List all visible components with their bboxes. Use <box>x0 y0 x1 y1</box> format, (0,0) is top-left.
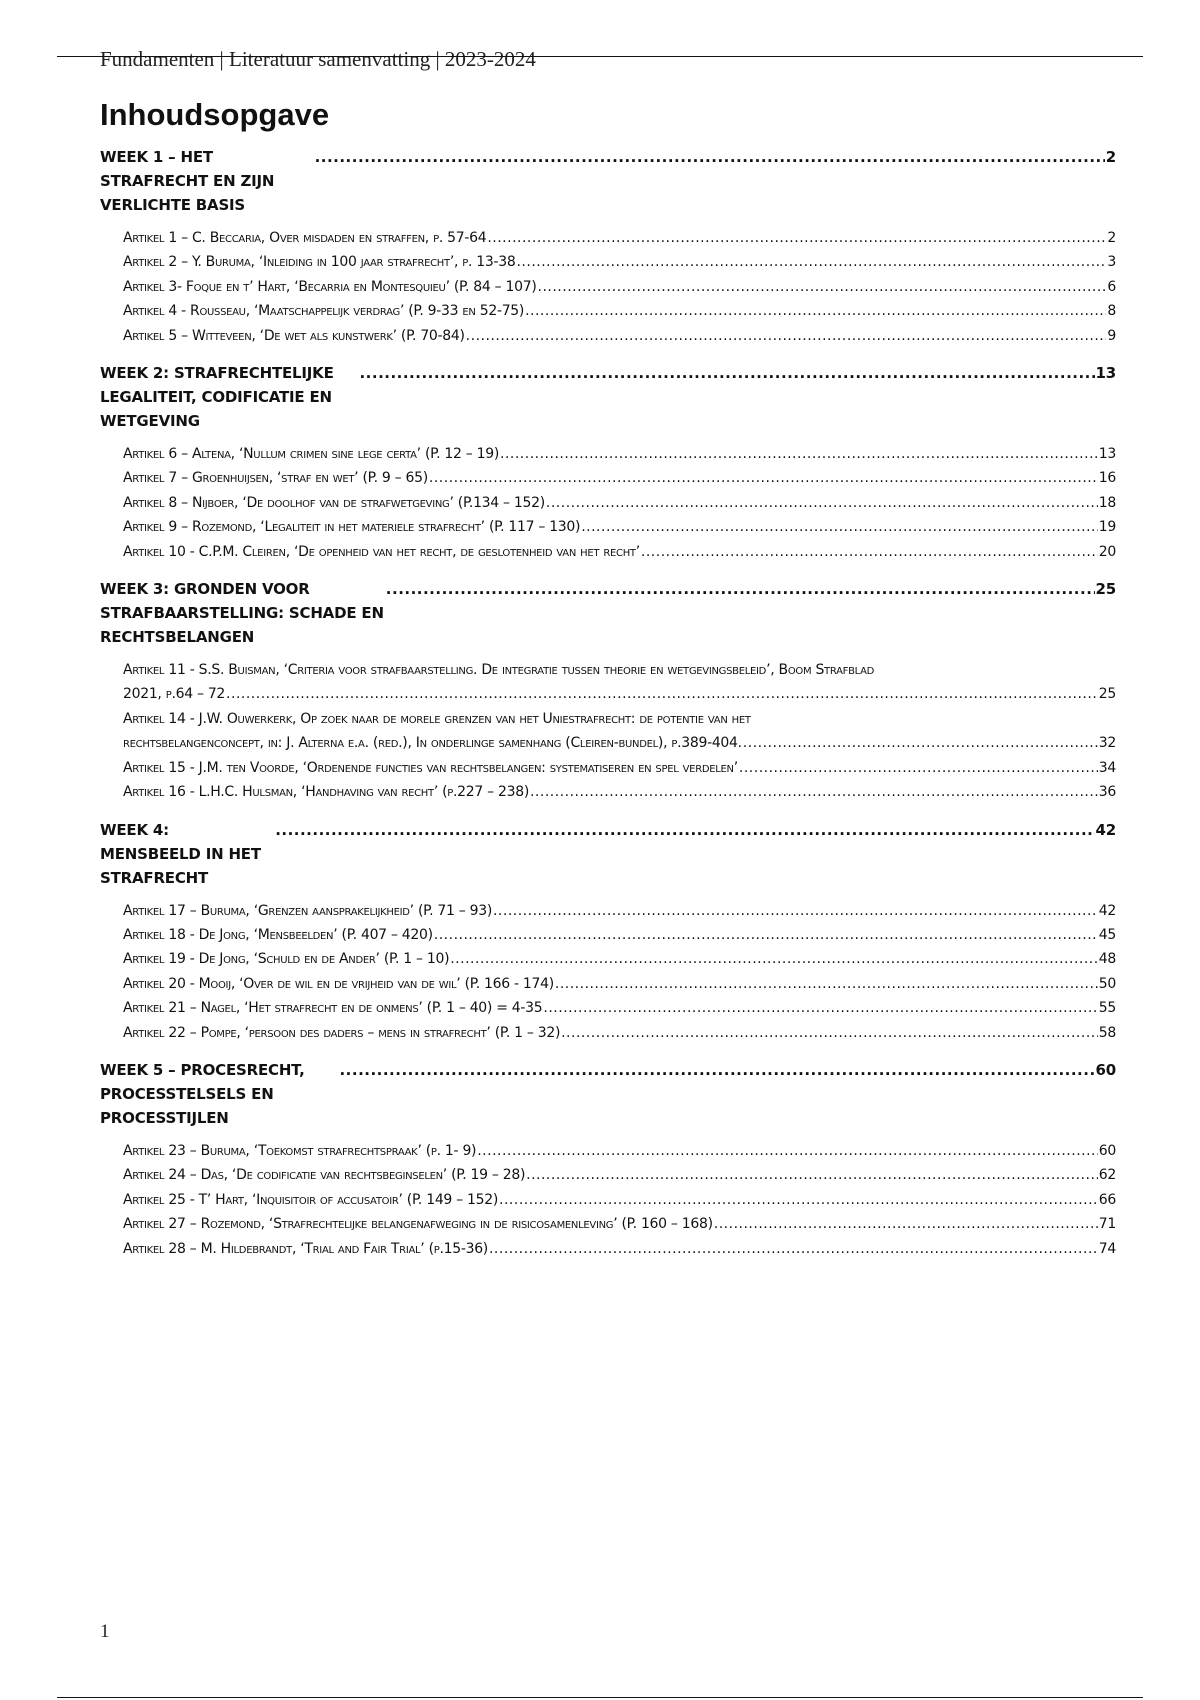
dot-leader <box>543 996 1097 1020</box>
dot-leader <box>477 1139 1098 1163</box>
footer-rule <box>57 1697 1143 1698</box>
toc-week-title: WEEK 2: STRAFRECHTELIJKE LEGALITEIT, CODIFICATIE EN WETGEVING <box>100 364 334 431</box>
toc-article-last-row <box>123 731 1116 755</box>
dot-leader <box>743 731 1098 755</box>
toc-article-entry[interactable] <box>123 1237 1116 1261</box>
toc-page-number: 71 <box>1098 1216 1116 1233</box>
toc-article-title: Artikel 5 – Witteveen, ‘De wet als kunstwerk’ (P. 70-84) <box>123 327 465 344</box>
toc-article-title: Artikel 10 - C.P.M. Cleiren, ‘De openheid van het recht, de geslotenheid van het recht’ <box>123 543 640 560</box>
dot-leader <box>525 299 1106 323</box>
dot-leader <box>493 899 1098 923</box>
toc-article-entry[interactable] <box>123 299 1116 323</box>
toc-article-title: Artikel 16 - L.H.C. Hulsman, ‘Handhaving van recht’ (p.227 – 238) <box>123 784 529 801</box>
toc-article-title: Artikel 17 – Buruma, ‘Grenzen aansprakelijkheid’ (P. 71 – 93) <box>123 902 492 919</box>
toc-article-title: Artikel 21 – Nagel, ‘Het strafrecht en de onmens’ (P. 1 – 40) = 4-35 <box>123 1000 543 1017</box>
toc-week-title: WEEK 1 – HET STRAFRECHT EN ZIJN VERLICHTE BASIS <box>100 148 275 214</box>
toc-page-number: 50 <box>1098 975 1116 992</box>
toc-week-1 <box>100 145 1116 348</box>
toc-article-title: Artikel 23 – Buruma, ‘Toekomst strafrechtspraak’ (p. 1- 9) <box>123 1142 477 1159</box>
dot-leader <box>359 361 1094 385</box>
toc-article-entry[interactable] <box>123 442 1116 466</box>
toc-page-number: 13 <box>1098 446 1116 463</box>
toc-page-number: 19 <box>1098 519 1116 536</box>
toc-article-entry[interactable] <box>123 947 1116 971</box>
toc-article-title: Artikel 15 - J.M. ten Voorde, ‘Ordenende functies van rechtsbelangen: systematiseren en spel verdelen’ <box>123 759 738 776</box>
toc-title: Inhoudsopgave <box>100 97 330 132</box>
toc-article-entry[interactable] <box>123 250 1116 274</box>
toc-week-heading[interactable] <box>100 145 1116 217</box>
toc-week-5 <box>100 1058 1116 1261</box>
dot-leader <box>739 756 1098 780</box>
toc-article-title: Artikel 7 – Groenhuijsen, ‘straf en wet’ (P. 9 – 65) <box>123 470 428 487</box>
toc-page-number: 20 <box>1098 543 1116 560</box>
dot-leader <box>581 515 1098 539</box>
toc-week-title: WEEK 3: GRONDEN VOOR STRAFBAARSTELLING: SCHADE EN RECHTSBELANGEN <box>100 580 384 647</box>
dot-leader <box>466 324 1107 348</box>
toc-article-title: Artikel 24 – Das, ‘De codificatie van rechtsbeginselen’ (P. 19 – 28) <box>123 1167 526 1184</box>
toc-article-title: Artikel 22 – Pompe, ‘persoon des daders – mens in strafrecht’ (P. 1 – 32) <box>123 1024 561 1041</box>
dot-leader <box>714 1212 1098 1236</box>
toc-week-title: WEEK 5 – PROCESRECHT, PROCESSTELSELS EN PROCESSTIJLEN <box>100 1060 305 1127</box>
toc-page-number: 32 <box>1098 735 1116 752</box>
dot-leader <box>339 1058 1094 1082</box>
toc-week-3 <box>100 577 1116 804</box>
toc-article-entry[interactable] <box>123 226 1116 250</box>
dot-leader <box>538 275 1107 299</box>
dot-leader <box>487 226 1106 250</box>
toc-page-number: 2 <box>1105 148 1116 166</box>
toc-article-entry[interactable] <box>123 1021 1116 1045</box>
dot-leader <box>450 947 1098 971</box>
toc-article-entry[interactable] <box>123 707 1116 756</box>
dot-leader <box>526 1163 1098 1187</box>
toc-article-title: Artikel 18 - De Jong, ‘Mensbeelden’ (P. 407 – 420) <box>123 926 433 943</box>
dot-leader <box>561 1021 1098 1045</box>
dot-leader <box>546 491 1098 515</box>
toc-page-number: 74 <box>1098 1240 1116 1257</box>
toc-article-entry[interactable] <box>123 996 1116 1020</box>
toc-page-number: 16 <box>1098 470 1116 487</box>
toc-article-entry[interactable] <box>123 1212 1116 1236</box>
toc-article-title: Artikel 25 - T’ Hart, ‘Inquisitoir of accusatoir’ (P. 149 – 152) <box>123 1191 499 1208</box>
toc-page-number: 18 <box>1098 494 1116 511</box>
toc-week-heading[interactable] <box>100 1058 1116 1130</box>
toc-page-number: 13 <box>1095 364 1116 383</box>
toc-article-title: Artikel 19 - De Jong, ‘Schuld en de Ander’ (P. 1 – 10) <box>123 951 450 968</box>
toc-week-4 <box>100 818 1116 1045</box>
toc-article-title: Artikel 3- Foque en t’ Hart, ‘Becarria en Montesquieu’ (P. 84 – 107) <box>123 278 537 295</box>
toc-page-number: 25 <box>1095 580 1116 599</box>
toc-article-entry[interactable] <box>123 899 1116 923</box>
toc-week-title: WEEK 4: MENSBEELD IN HET STRAFRECHT <box>100 820 261 887</box>
toc-article-entry[interactable] <box>123 1163 1116 1187</box>
toc-article-title-line1: Artikel 14 - J.W. Ouwerkerk, Op zoek naar de morele grenzen van het Uniestrafrecht: de potentie van het <box>123 710 751 727</box>
dot-leader <box>500 442 1098 466</box>
dot-leader <box>386 577 1095 601</box>
toc-article-entry[interactable] <box>123 658 1116 707</box>
toc-article-title: Artikel 28 – M. Hildebrandt, ‘Trial and Fair Trial’ (p.15-36) <box>123 1240 488 1257</box>
page-number: 1 <box>100 1621 110 1642</box>
toc-page-number: 8 <box>1107 303 1116 320</box>
toc-article-entry[interactable] <box>123 756 1116 780</box>
dot-leader <box>434 923 1098 947</box>
dot-leader <box>429 466 1098 490</box>
toc-article-title: Artikel 2 – Y. Buruma, ‘Inleiding in 100 jaar strafrecht’, p. 13-38 <box>123 254 516 271</box>
toc-page-number: 58 <box>1098 1024 1116 1041</box>
toc-page-number: 66 <box>1098 1191 1116 1208</box>
dot-leader <box>315 145 1105 169</box>
toc-article-title: Artikel 8 – Nijboer, ‘De doolhof van de strafwetgeving’ (P.134 – 152) <box>123 494 545 511</box>
toc-article-entry[interactable] <box>123 1139 1116 1163</box>
toc-article-title: Artikel 20 - Mooij, ‘Over de wil en de vrijheid van de wil’ (P. 166 - 174) <box>123 975 554 992</box>
toc-page-number: 6 <box>1107 278 1116 295</box>
toc-page-number: 48 <box>1098 951 1116 968</box>
table-of-contents <box>100 145 1116 1274</box>
dot-leader <box>555 972 1098 996</box>
toc-article-title: Artikel 27 – Rozemond, ‘Strafrechtelijke belangenafweging in de risicosamenleving’ (P. 160 – 168) <box>123 1216 713 1233</box>
toc-article-entry[interactable] <box>123 540 1116 564</box>
toc-page-number: 60 <box>1098 1142 1116 1159</box>
toc-page-number: 45 <box>1098 926 1116 943</box>
dot-leader <box>641 540 1098 564</box>
toc-page-number: 34 <box>1098 759 1116 776</box>
toc-article-title-line2: rechtsbelangenconcept, in: J. Alterna e.a. (red.), In onderlinge samenhang (Cleiren-bundel), p.389-404. <box>123 735 742 752</box>
toc-article-entry[interactable] <box>123 466 1116 490</box>
toc-page-number: 42 <box>1098 902 1116 919</box>
toc-article-entry[interactable] <box>123 275 1116 299</box>
toc-week-2 <box>100 361 1116 564</box>
dot-leader <box>499 1188 1098 1212</box>
toc-article-title-line2: 2021, p.64 – 72 <box>123 686 226 703</box>
toc-week-heading[interactable] <box>100 818 1116 890</box>
toc-article-entry[interactable] <box>123 972 1116 996</box>
toc-page-number: 3 <box>1107 254 1116 271</box>
running-header: Fundamenten | Literatuur samenvatting | 2023-2024 <box>100 47 536 71</box>
toc-article-title: Artikel 1 – C. Beccaria, Over misdaden en straffen, p. 57-64 <box>123 230 487 246</box>
dot-leader <box>226 682 1098 706</box>
toc-week-heading[interactable] <box>100 361 1116 433</box>
toc-article-entry[interactable] <box>123 515 1116 539</box>
toc-article-entry[interactable] <box>123 491 1116 515</box>
toc-article-title: Artikel 9 – Rozemond, ‘Legaliteit in het materiele strafrecht’ (P. 117 – 130) <box>123 519 581 536</box>
toc-article-entry[interactable] <box>123 1188 1116 1212</box>
toc-page-number: 25 <box>1098 686 1116 703</box>
dot-leader <box>516 250 1106 274</box>
toc-page-number: 60 <box>1095 1060 1116 1079</box>
toc-article-title: Artikel 6 – Altena, ‘Nullum crimen sine lege certa’ (P. 12 – 19) <box>123 446 499 463</box>
toc-page-number: 2 <box>1107 230 1116 246</box>
dot-leader <box>489 1237 1098 1261</box>
toc-article-entry[interactable] <box>123 324 1116 348</box>
toc-week-heading[interactable] <box>100 577 1116 649</box>
toc-page-number: 36 <box>1098 784 1116 801</box>
toc-article-title-line1: Artikel 11 - S.S. Buisman, ‘Criteria voor strafbaarstelling. De integratie tussen theorie en wetgevingsbeleid’, Boom Strafblad <box>123 662 875 679</box>
toc-article-title: Artikel 4 - Rousseau, ‘Maatschappelijk verdrag’ (P. 9-33 en 52-75) <box>123 303 525 320</box>
toc-article-last-row <box>123 682 1116 706</box>
toc-page-number: 9 <box>1107 327 1116 344</box>
toc-page-number: 42 <box>1095 820 1116 839</box>
dot-leader <box>530 780 1098 804</box>
toc-article-entry[interactable] <box>123 780 1116 804</box>
toc-page-number: 62 <box>1098 1167 1116 1184</box>
dot-leader <box>275 818 1094 842</box>
header-rule <box>57 56 1143 57</box>
toc-page-number: 55 <box>1098 1000 1116 1017</box>
toc-article-entry[interactable] <box>123 923 1116 947</box>
